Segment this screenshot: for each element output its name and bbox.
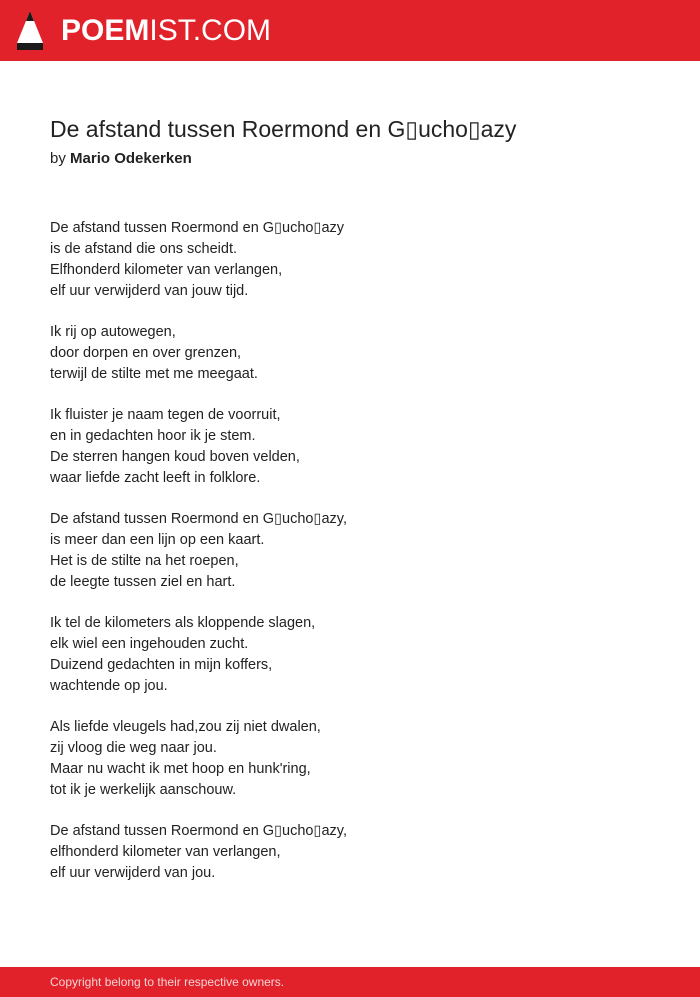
poem-line: tot ik je werkelijk aanschouw. <box>50 782 237 798</box>
poem-line: Maar nu wacht ik met hoop en hunk'ring, <box>50 761 311 777</box>
poem-line: is de afstand die ons scheidt. <box>50 241 238 257</box>
poem-line: elk wiel een ingehouden zucht. <box>50 636 249 652</box>
copyright-text: Copyright belong to their respective owners. <box>50 975 285 989</box>
author-name: Mario Odekerken <box>70 150 192 167</box>
poem-line: Duizend gedachten in mijn koffers, <box>50 657 273 673</box>
poem-line: Als liefde vleugels had,zou zij niet dwalen, <box>50 719 321 735</box>
poem-line: en in gedachten hoor ik je stem. <box>50 428 256 444</box>
poem-stanza <box>50 717 650 801</box>
poem-line: Ik rij op autowegen, <box>50 324 176 340</box>
poem-stanza <box>50 322 650 385</box>
brand-light: IST.COM <box>149 14 272 47</box>
poem-line: elfhonderd kilometer van verlangen, <box>50 844 281 860</box>
poem-line: zij vloog die weg naar jou. <box>50 740 217 756</box>
poem-line: door dorpen en over grenzen, <box>50 345 242 361</box>
poem-stanza <box>50 218 650 302</box>
poem-line: elf uur verwijderd van jouw tijd. <box>50 283 249 299</box>
poem-line: De afstand tussen Roermond en G▯ucho▯azy, <box>50 823 347 839</box>
brand-bold: POEM <box>61 14 150 47</box>
site-header <box>0 0 700 61</box>
poem-title: De afstand tussen Roermond en G▯ucho▯azy <box>50 116 517 142</box>
pencil-tip-icon <box>16 10 44 52</box>
poem-line: elf uur verwijderd van jou. <box>50 865 216 881</box>
poem-stanza <box>50 509 650 593</box>
poem-line: waar liefde zacht leeft in folklore. <box>50 470 261 486</box>
by-label: by <box>50 150 66 167</box>
site-footer <box>0 967 700 997</box>
poem-line: De afstand tussen Roermond en G▯ucho▯azy, <box>50 511 347 527</box>
poem-line: De afstand tussen Roermond en G▯ucho▯azy <box>50 220 345 236</box>
poem-stanza <box>50 613 650 697</box>
poem-line: Het is de stilte na het roepen, <box>50 553 239 569</box>
poem-line: Elfhonderd kilometer van verlangen, <box>50 262 283 278</box>
byline <box>50 150 192 167</box>
poem-body <box>50 218 650 904</box>
poem-line: Ik fluister je naam tegen de voorruit, <box>50 407 281 423</box>
poem-line: is meer dan een lijn op een kaart. <box>50 532 265 548</box>
poem-stanza <box>50 405 650 489</box>
poem-line: de leegte tussen ziel en hart. <box>50 574 236 590</box>
poem-line: terwijl de stilte met me meegaat. <box>50 366 258 382</box>
poem-line: Ik tel de kilometers als kloppende slagen, <box>50 615 316 631</box>
poem-stanza <box>50 821 650 884</box>
site-logo[interactable] <box>61 12 271 50</box>
poem-line: De sterren hangen koud boven velden, <box>50 449 300 465</box>
poem-line: wachtende op jou. <box>50 678 168 694</box>
